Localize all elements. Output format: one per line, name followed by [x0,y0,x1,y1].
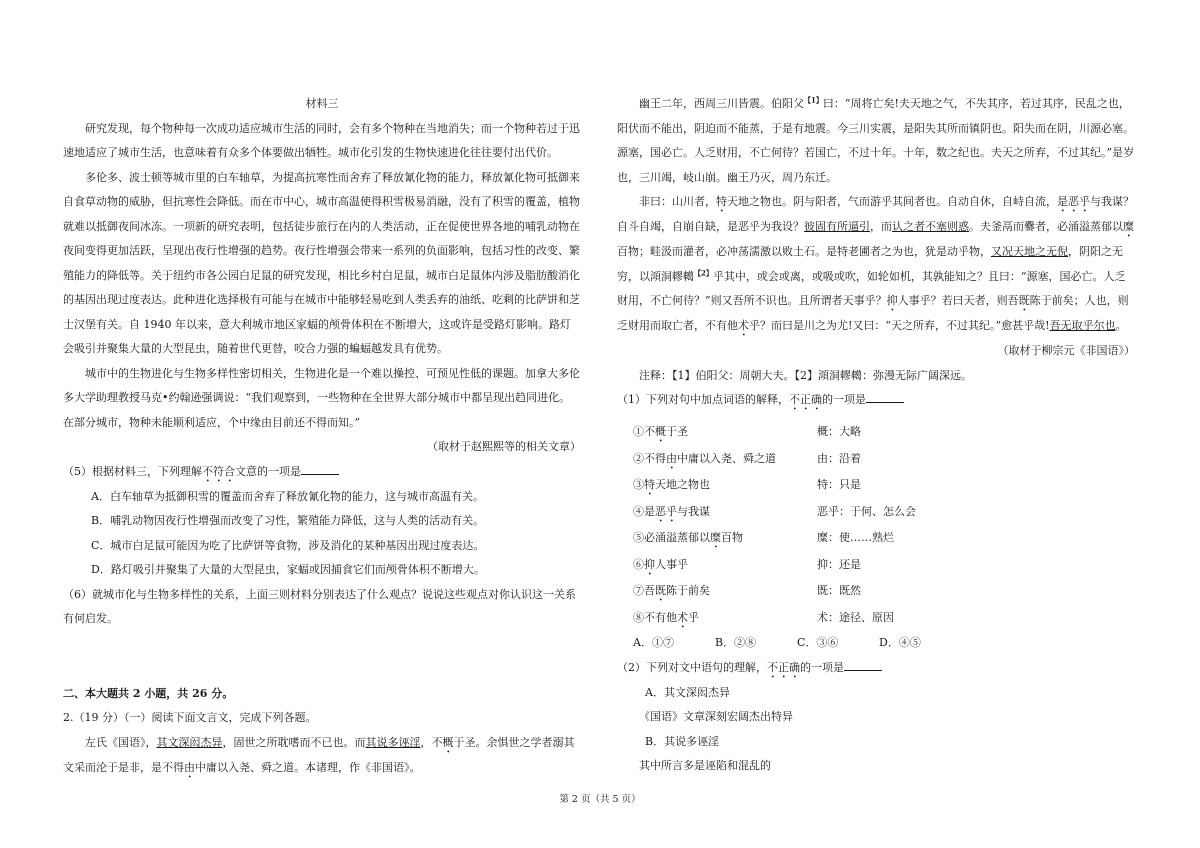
definition-row [617,578,1135,605]
definition-gloss: 糜：使……熟烂 [817,531,894,544]
question-5-option-d: D．路灯吸引并聚集了大量的大型昆虫，家蝠或因捕食它们而颅骨体积不断增大。 [91,563,485,576]
definition-term: ④是恶乎与我谋 [633,504,710,518]
question-5-option-c: C．城市白足鼠可能因为吃了比萨饼等食物，涉及消化的某种基因出现过度表达。 [91,538,485,552]
definition-term: ①不概于圣 [633,425,688,438]
definition-row [617,472,1135,499]
definition-term: ③特天地之物也 [633,478,710,491]
material-paragraph-1: 研究发现，每个物种每一次成功适应城市生活的同时，会有多个物种在当地消失；而一个物种若过于迅速地适应了城市生活，也意味着有众多个体要做出牺牲。城市化引发的生物快速进化往往要付出代价。 [63,121,580,159]
material-three-title: 材料三 [305,97,339,110]
definition-row [617,499,1135,526]
left-column [63,92,581,781]
right-column [617,92,1135,779]
definition-term: ⑤必涌溢蒸郁以糜百物 [633,531,743,544]
answer-blank [844,660,882,671]
question-2-stem: （2）下列对文中语句的理解，不正确的一项是 [617,656,1135,681]
question-2-option-b: B．其说多诬淫 [645,734,720,748]
question-2-option-a: A．其文深闳杰异 [645,685,730,699]
classical-text-passage-3: 非曰：山川者，特天地之物也。阴与阳者，气而游乎其间者也。自动自休，自峙自流，是恶乎与我谋？自斗自竭，自崩自缺，是恶乎为我设？彼固有所逼引，而认之者不塞则惑。夫釜鬲而爨者，必涌溢蒸郁以糜百物；畦汲而灌者，必冲荡濡激以败土石。是特老圃者之为也，犹是动乎物，又况天地之无倪，阴阳之无穷，以澒洞轇轕$^{【2】}$乎其中，或会或离，或吸或吹，如轮如机，其孰能知之？且曰：“源塞，国必亡。人乏财用，不亡何待？”则又吾所不识也。且所谓者天事乎？抑人事乎？若曰天者，则吾既陈于前矣；人也，则乏财用而取亡者，不有他术乎？而曰是川之为尤!又曰：“天之所弃，不过其纪。”愈甚乎哉!吾无取乎尔也。 [617,195,1134,332]
definition-gloss: 术：途径、原因 [817,610,894,624]
definition-term: ⑧不有他术乎 [633,610,699,624]
definition-gloss: 抑：还是 [817,557,861,571]
question-5-stem: （5）根据材料三，下列理解不符合文意的一项是 [63,460,581,485]
answer-blank [866,392,904,403]
classical-source: （取材于柳宗元《非国语》） [997,344,1135,357]
material-paragraph-2: 多伦多、波士顿等城市里的白车轴草，为提高抗寒性而舍弃了释放氰化物的能力，释放氰化物可抵御来自食草动物的威胁，但抗寒性会降低。而在市中心，城市高温使得积雪极易消融，没有了积雪的覆盖，植物就难以抵御夜间冰冻。一项新的研究表明，包括徒步旅行在内的人类活动，正在促使世界各地的哺乳动物在夜间变得更加活跃，呈现出夜行性增强的趋势。夜行性增强会带来一系列的负面影响，包括习性的改变、繁殖能力的降低等。关于纽约市各公园白足鼠的研究发现，相比乡村白足鼠，城市白足鼠体内涉及脂肪酸消化的基因出现过度表达。此种进化选择极有可能与在城市中能够轻易吃到人类丢弃的油纸、吃剩的比萨饼和芝士汉堡有关。自 1940 年以来，意大利城市地区家蝠的颅骨体积在不断增大，这或许是受路灯影响。路灯会吸引并聚集大量的大型昆虫，随着世代更替，咬合力强的蝙蝠越发具有优势。 [63,170,580,355]
annotations: 注释：【1】伯阳父：周朝大夫。【2】澒洞轇轕：弥漫无际广阔深远。 [639,368,972,382]
question-1-choices [617,631,1135,656]
definition-term: ⑥抑人事乎 [633,557,688,571]
choice-a: A．①⑦ [633,636,674,649]
choice-b: B．②⑧ [715,636,757,649]
question-2-option-b-explanation: 其中所言多是诬陷和混乱的 [639,759,771,772]
definition-list [617,419,1135,631]
definition-row [617,552,1135,579]
definition-gloss: 由：沿着 [817,451,861,465]
question-6: （6）就城市化与生物多样性的关系，上面三则材料分别表达了什么观点？说说这些观点对你认识这一关系有何启发。 [63,587,576,625]
definition-gloss: 概：大略 [817,425,861,438]
classical-text-passage-1: 左氏《国语》，其文深闳杰异，固世之所耽嗜而不已也。而其说多诬淫，不概于圣。余惧世之学者溺其文采而沦于是非，是不得由中庸以入尧、舜之道。本诸理，作《非国语》。 [63,735,575,774]
definition-gloss: 既：既然 [817,584,861,597]
definition-gloss: 恶乎：于何、怎么会 [817,504,916,518]
definition-row [617,605,1135,632]
classical-text-passage-2: 幽王二年，西周三川皆震。伯阳父$^{【1】}$曰：“周将亡矣!夫天地之气，不失其序，若过其序，民乱之也，阳伏而不能出，阴迫而不能蒸，于是有地震。今三川实震，是阳失其所而镇阴也。阳失而在阴，川源必塞。源塞，国必亡。人乏财用，不亡何待？若国亡，不过十年。十年，数之纪也。夫天之所弃，不过其纪。”是岁也，三川竭，岐山崩。幽王乃灭，周乃东迁。 [617,95,1135,184]
definition-term: ⑦吾既陈于前矣 [633,584,710,597]
definition-row [617,525,1135,552]
question-2-intro: 2.（19 分）（一）阅读下面文言文，完成下列各题。 [63,711,317,724]
question-5-option-b: B．哺乳动物因夜行性增强而改变了习性，繁殖能力降低，这与人类的活动有关。 [91,514,485,527]
definition-row [617,419,1135,446]
definition-gloss: 特：只是 [817,478,861,491]
definition-term: ②不得由中庸以入尧、舜之道 [633,451,776,465]
answer-blank [301,464,339,475]
question-2-option-a-explanation: 《国语》文章深刻宏阔杰出特异 [639,710,793,723]
section-two-heading: 二、本大题共 2 小题，共 26 分。 [63,686,234,700]
choice-c: C．③⑥ [797,636,839,649]
choice-d: D．④⑤ [879,636,921,649]
question-5-option-a: A．白车轴草为抵御积雪的覆盖而舍弃了释放氰化物的能力，这与城市高温有关。 [91,489,484,503]
material-paragraph-3: 城市中的生物进化与生物多样性密切相关，生物进化是一个难以操控、可预见性低的课题。加拿大多伦多大学助理教授马克•约翰逊强调说：“我们观察到，一些物种在全世界大部分城市中都呈现出趋同进化。在部分城市，物种未能顺利适应，个中缘由目前还不得而知。” [63,366,580,429]
material-source: （取材于赵熙熙等的相关文章） [427,440,581,453]
page-footer: 第 2 页（共 5 页） [559,794,641,805]
definition-row [617,446,1135,473]
question-1-stem: （1）下列对句中加点词语的解释，不正确的一项是 [617,388,1135,413]
